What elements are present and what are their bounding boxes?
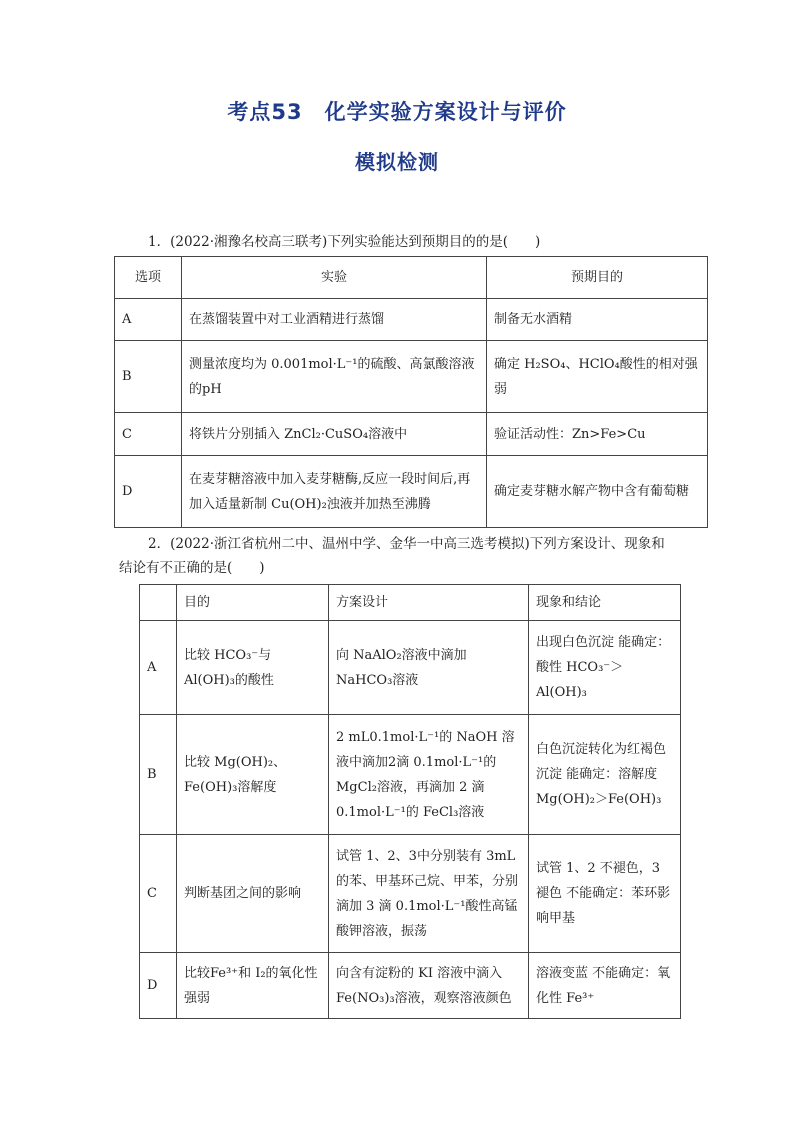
table-cell: A	[115, 299, 182, 341]
table-cell: 判断基团之间的影响	[177, 835, 329, 953]
table-cell: 向 NaAlO₂溶液中滴加 NaHCO₃溶液	[329, 621, 529, 715]
table-cell: 确定麦芽糖水解产物中含有葡萄糖	[487, 456, 708, 528]
table-cell: 将铁片分别插入 ZnCl₂·CuSO₄溶液中	[182, 413, 487, 456]
table-header: 目的	[177, 585, 329, 621]
table-cell: 溶液变蓝 不能确定：氧化性 Fe³⁺	[529, 953, 681, 1019]
table-cell: 验证活动性：Zn>Fe>Cu	[487, 413, 708, 456]
table-cell: 2 mL0.1mol·L⁻¹的 NaOH 溶液中滴加2滴 0.1mol·L⁻¹的MgCl₂溶液，再滴加 2 滴 0.1mol·L⁻¹的 FeCl₃溶液	[329, 715, 529, 835]
table-cell: B	[115, 341, 182, 413]
table-cell: 测量浓度均为 0.001mol·L⁻¹的硫酸、高氯酸溶液的pH	[182, 341, 487, 413]
question-1-stem: 1．(2022·湘豫名校高三联考)下列实验能达到预期目的的是( )	[148, 234, 541, 250]
table-cell: 确定 H₂SO₄、HClO₄酸性的相对强弱	[487, 341, 708, 413]
table-cell: 比较Fe³⁺和 I₂的氧化性强弱	[177, 953, 329, 1019]
table-cell: 试管 1、2、3中分别装有 3mL的苯、甲基环己烷、甲苯，分别滴加 3 滴 0.1mol·L⁻¹酸性高锰酸钾溶液，振荡	[329, 835, 529, 953]
table-cell: D	[140, 953, 177, 1019]
table-cell: B	[140, 715, 177, 835]
question-2-table	[139, 584, 681, 1019]
table-cell: A	[140, 621, 177, 715]
page-title: 考点53 化学实验方案设计与评价	[227, 100, 567, 124]
table-cell: 在蒸馏装置中对工业酒精进行蒸馏	[182, 299, 487, 341]
table-header: 方案设计	[329, 585, 529, 621]
page-subtitle: 模拟检测	[355, 150, 439, 174]
question-2-stem: 2．(2022·浙江省杭州二中、温州中学、金华一中高三选考模拟)下列方案设计、现象和	[148, 536, 665, 552]
table-header	[140, 585, 177, 621]
table-header: 选项	[115, 257, 182, 299]
table-header: 实验	[182, 257, 487, 299]
table-header: 现象和结论	[529, 585, 681, 621]
table-header: 预期目的	[487, 257, 708, 299]
question-2-stem-continued: 结论有不正确的是( )	[119, 560, 265, 576]
table-cell: 比较 HCO₃⁻与 Al(OH)₃的酸性	[177, 621, 329, 715]
table-cell: 向含有淀粉的 KI 溶液中滴入 Fe(NO₃)₃溶液，观察溶液颜色	[329, 953, 529, 1019]
table-cell: 白色沉淀转化为红褐色沉淀 能确定：溶解度 Mg(OH)₂＞Fe(OH)₃	[529, 715, 681, 835]
table-cell: 比较 Mg(OH)₂、Fe(OH)₃溶解度	[177, 715, 329, 835]
table-cell: 在麦芽糖溶液中加入麦芽糖酶,反应一段时间后,再加入适量新制 Cu(OH)₂浊液并加热至沸腾	[182, 456, 487, 528]
table-cell: C	[115, 413, 182, 456]
table-cell: 制备无水酒精	[487, 299, 708, 341]
table-cell: 试管 1、2 不褪色，3 褪色 不能确定：苯环影响甲基	[529, 835, 681, 953]
table-cell: C	[140, 835, 177, 953]
table-cell: D	[115, 456, 182, 528]
table-cell: 出现白色沉淀 能确定：酸性 HCO₃⁻＞Al(OH)₃	[529, 621, 681, 715]
question-1-table	[114, 256, 708, 528]
